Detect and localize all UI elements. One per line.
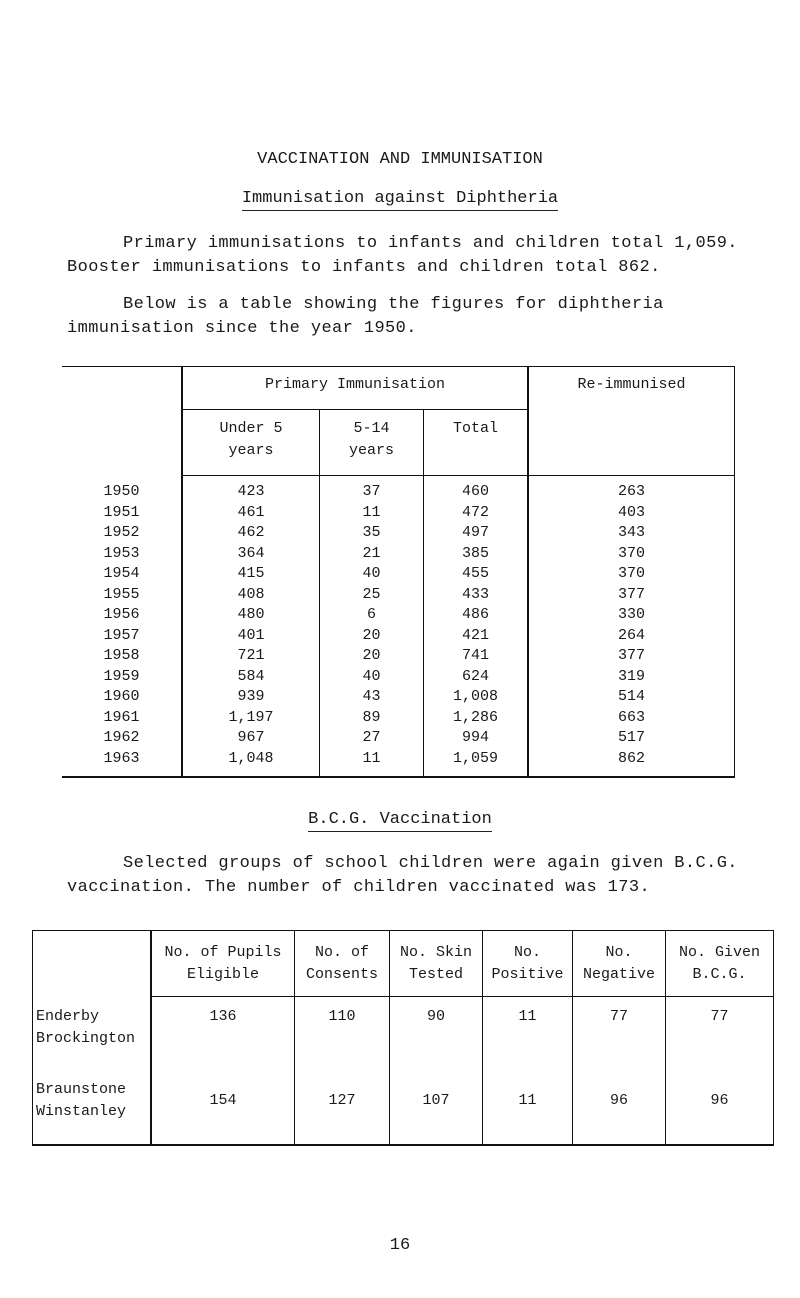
total-value: 385 [461, 544, 489, 562]
table-row [62, 503, 735, 524]
header-under-5: Under 5 years [219, 420, 283, 459]
age-5-14-value: 40 [362, 565, 381, 582]
skin-tested-value: 107 [422, 1092, 450, 1109]
table-row [62, 646, 735, 667]
header-rule [150, 996, 774, 997]
eligible-value: 154 [209, 1092, 237, 1109]
section-bcg-title: B.C.G. Vaccination [0, 810, 800, 829]
positive-value: 11 [518, 1092, 537, 1109]
year-value: 1955 [103, 585, 140, 603]
subheader-rule [181, 409, 528, 410]
year-value: 1963 [103, 749, 140, 767]
total-value: 994 [461, 729, 489, 746]
reimmunised-value: 343 [617, 524, 645, 541]
age-5-14-value: 25 [362, 585, 381, 603]
year-value: 1950 [103, 483, 140, 500]
age-5-14-value: 20 [362, 626, 381, 644]
age-5-14-value: 6 [366, 606, 376, 623]
year-value: 1953 [103, 544, 140, 562]
total-value: 455 [461, 565, 489, 582]
total-value: 460 [461, 483, 489, 500]
header-primary-immunisation: Primary Immunisation [264, 376, 446, 393]
area-label: Enderby Brockington [36, 1008, 136, 1047]
reimmunised-value: 377 [617, 585, 645, 603]
skin-tested-value: 90 [426, 1008, 445, 1025]
reimmunised-value: 862 [617, 749, 645, 767]
primary-booster-paragraph: Primary immunisations to infants and children total 1,059. Booster immunisations to infants and children total 862. [67, 234, 738, 277]
given-bcg-value: 96 [710, 1092, 729, 1109]
header-5-14: 5-14 years [348, 420, 394, 459]
col-divider [773, 930, 774, 1144]
eligible-value: 136 [209, 1008, 237, 1025]
under-5-value: 480 [237, 606, 265, 623]
header-total: Total [452, 420, 498, 437]
reimmunised-value: 370 [617, 544, 645, 562]
reimmunised-value: 370 [617, 565, 645, 582]
table-row [62, 708, 735, 729]
under-5-value: 415 [237, 565, 265, 582]
under-5-value: 939 [237, 688, 265, 705]
table-row [62, 605, 735, 626]
header-reimmunised: Re-immunised [577, 376, 686, 393]
table-row [62, 749, 735, 770]
table-body [62, 482, 735, 769]
age-5-14-value: 40 [362, 667, 381, 685]
age-5-14-value: 35 [362, 524, 381, 541]
header-skin-tested: No. Skin Tested [399, 944, 472, 983]
reimmunised-value: 663 [617, 708, 645, 726]
total-value: 497 [461, 524, 489, 541]
age-5-14-value: 20 [362, 647, 381, 664]
table-row [62, 544, 735, 565]
year-value: 1958 [103, 647, 140, 664]
under-5-value: 1,197 [228, 708, 274, 726]
page-number: 16 [389, 1236, 411, 1255]
table-intro-paragraph: Below is a table showing the figures for diphtheria immunisation since the year 1950. [67, 295, 664, 338]
area-label: Braunstone Winstanley [36, 1081, 127, 1120]
given-bcg-value: 77 [710, 1008, 729, 1025]
bcg-paragraph: Selected groups of school children were again given B.C.G. vaccination. The number of children vaccinated was 173. [67, 854, 738, 897]
reimmunised-value: 403 [617, 503, 645, 521]
header-given-bcg: No. Given B.C.G. [678, 944, 760, 983]
total-value: 472 [461, 503, 489, 521]
table-row [62, 728, 735, 749]
table-row [62, 626, 735, 647]
under-5-value: 401 [237, 626, 265, 644]
reimmunised-value: 377 [617, 647, 645, 664]
under-5-value: 408 [237, 585, 265, 603]
section-diphtheria-title: Immunisation against Diphtheria [0, 189, 800, 208]
total-value: 624 [461, 667, 489, 685]
diphtheria-table [62, 366, 735, 778]
consents-value: 127 [328, 1092, 356, 1109]
under-5-value: 364 [237, 544, 265, 562]
under-5-value: 1,048 [228, 749, 274, 767]
year-value: 1962 [103, 729, 140, 746]
age-5-14-value: 11 [362, 503, 381, 521]
reimmunised-value: 263 [617, 483, 645, 500]
negative-value: 96 [609, 1092, 628, 1109]
total-value: 1,008 [452, 688, 498, 705]
under-5-value: 462 [237, 524, 265, 541]
reimmunised-value: 514 [617, 688, 645, 705]
negative-value: 77 [609, 1008, 628, 1025]
reimmunised-value: 330 [617, 606, 645, 623]
header-rule [181, 475, 735, 476]
year-value: 1951 [103, 503, 140, 521]
header-negative: No. Negative [582, 944, 655, 983]
total-value: 1,286 [452, 708, 498, 726]
year-value: 1952 [103, 524, 140, 541]
table-row [62, 667, 735, 688]
year-value: 1960 [103, 688, 140, 705]
under-5-value: 423 [237, 483, 265, 500]
header-pupils-eligible: No. of Pupils Eligible [164, 944, 282, 983]
reimmunised-value: 517 [617, 729, 645, 746]
header-consents: No. of Consents [305, 944, 378, 983]
under-5-value: 461 [237, 503, 265, 521]
positive-value: 11 [518, 1008, 537, 1025]
table-row [62, 564, 735, 585]
total-value: 1,059 [452, 749, 498, 767]
reimmunised-value: 264 [617, 626, 645, 644]
total-value: 486 [461, 606, 489, 623]
year-value: 1959 [103, 667, 140, 685]
year-value: 1957 [103, 626, 140, 644]
total-value: 421 [461, 626, 489, 644]
table-row [62, 482, 735, 503]
under-5-value: 584 [237, 667, 265, 685]
table-top-rule [62, 366, 735, 367]
table-row [62, 585, 735, 606]
page-title: VACCINATION AND IMMUNISATION [257, 150, 543, 169]
age-5-14-value: 89 [362, 708, 381, 726]
age-5-14-value: 27 [362, 729, 381, 746]
age-5-14-value: 37 [362, 483, 381, 500]
table-row [62, 687, 735, 708]
age-5-14-value: 21 [362, 544, 381, 562]
col-divider [32, 930, 33, 1144]
age-5-14-value: 43 [362, 688, 381, 705]
consents-value: 110 [328, 1008, 356, 1025]
year-value: 1956 [103, 606, 140, 623]
reimmunised-value: 319 [617, 667, 645, 685]
under-5-value: 967 [237, 729, 265, 746]
header-positive: No. Positive [491, 944, 564, 983]
year-value: 1954 [103, 565, 140, 582]
table-top-rule [32, 930, 774, 931]
year-value: 1961 [103, 708, 140, 726]
total-value: 741 [461, 647, 489, 664]
bcg-table [32, 930, 774, 1146]
under-5-value: 721 [237, 647, 265, 664]
table-row [62, 523, 735, 544]
age-5-14-value: 11 [362, 749, 381, 767]
total-value: 433 [461, 585, 489, 603]
